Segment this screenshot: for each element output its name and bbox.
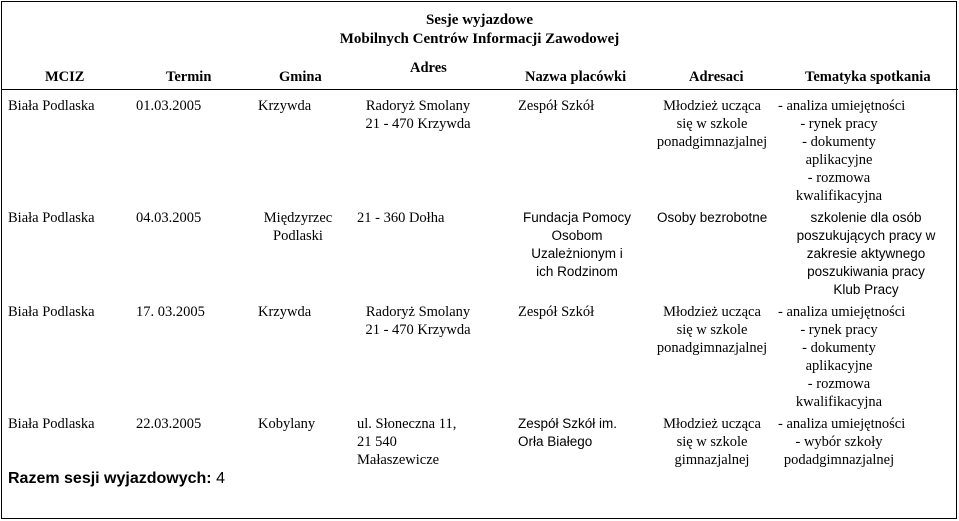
cell-mciz: Biała Podlaska <box>8 416 95 432</box>
header-mciz: MCIZ <box>45 69 85 85</box>
cell-gmina: Krzywda <box>258 304 312 320</box>
cell-adres: Radoryż Smolany 21 - 470 Krzywda <box>365 98 471 132</box>
cell-mciz: Biała Podlaska <box>8 98 95 114</box>
cell-adres: ul. Słoneczna 11, 21 540 Małaszewicze <box>357 416 457 468</box>
cell-termin: 01.03.2005 <box>136 98 202 114</box>
cell-termin: 17. 03.2005 <box>136 304 205 320</box>
summary-label: Razem sesji wyjazdowych: <box>8 470 212 487</box>
header-adres: Adres <box>410 60 447 76</box>
cell-termin: 22.03.2005 <box>136 416 202 432</box>
cell-adresaci: Młodzież ucząca się w szkole gimnazjalnej <box>663 416 761 468</box>
summary <box>8 470 225 488</box>
cell-adresaci: Młodzież ucząca się w szkole ponadgimnazjalnej <box>656 304 768 356</box>
cell-adresaci: Osoby bezrobotne <box>657 210 768 225</box>
cell-tematyka: - analiza umiejętności - wybór szkoły podadgimnazjalnej <box>778 416 906 468</box>
header-divider <box>1 89 958 90</box>
header-nazwa-placowki: Nazwa placówki <box>525 69 627 85</box>
title-line-1: Sesje wyjazdowe <box>425 12 534 28</box>
header-tematyka: Tematyka spotkania <box>805 69 931 85</box>
cell-tematyka: - analiza umiejętności - rynek pracy - dokumenty aplikacyjne - rozmowa kwalifikacyjna <box>778 304 906 410</box>
summary-count: 4 <box>216 470 225 487</box>
cell-adres: Radoryż Smolany 21 - 470 Krzywda <box>365 304 471 338</box>
cell-placowka: Zespół Szkół <box>518 98 595 114</box>
title-line-2: Mobilnych Centrów Informacji Zawodowej <box>339 31 620 47</box>
cell-tematyka: szkolenie dla osób poszukujących pracy w zakresie aktywnego poszukiwania pracy Klub Pracy <box>796 210 936 297</box>
cell-placowka: Zespół Szkół <box>518 304 595 320</box>
cell-placowka: Zespół Szkół im. Orła Białego <box>518 416 618 449</box>
cell-adres: 21 - 360 Dołha <box>357 210 445 226</box>
cell-placowka: Fundacja Pomocy Osobom Uzależnionym i ich Rodzinom <box>522 210 632 279</box>
cell-gmina: Kobylany <box>258 416 316 432</box>
cell-mciz: Biała Podlaska <box>8 210 95 226</box>
cell-adresaci: Młodzież ucząca się w szkole ponadgimnazjalnej <box>656 98 768 150</box>
cell-gmina: Międzyrzec Podlaski <box>263 210 333 244</box>
header-adresaci: Adresaci <box>689 69 744 85</box>
header-termin: Termin <box>166 69 212 85</box>
cell-gmina: Krzywda <box>258 98 312 114</box>
cell-tematyka: - analiza umiejętności - rynek pracy - dokumenty aplikacyjne - rozmowa kwalifikacyjna <box>778 98 906 204</box>
header-gmina: Gmina <box>279 69 322 85</box>
cell-mciz: Biała Podlaska <box>8 304 95 320</box>
cell-termin: 04.03.2005 <box>136 210 202 226</box>
